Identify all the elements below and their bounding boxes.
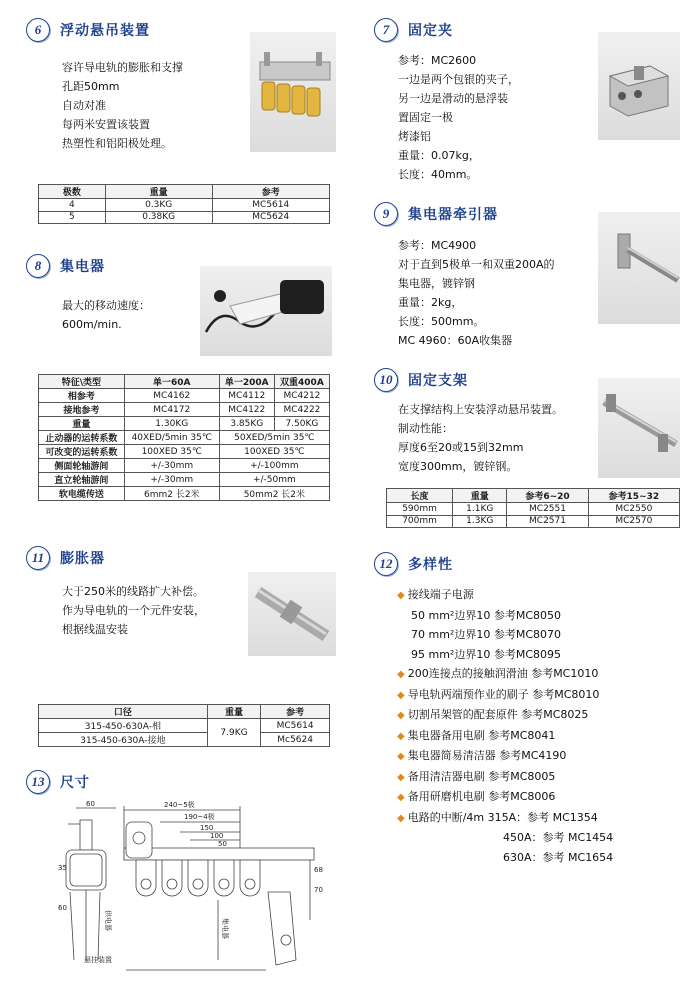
diamond-bullet-icon: ◆ xyxy=(397,751,405,762)
text-line: 600m/min. xyxy=(62,318,122,331)
list-item: ◆ 200连接点的接触润滑油 参考MC1010 xyxy=(397,667,599,680)
list-item: ◆ 备用清洁器电刷 参考MC8005 xyxy=(397,769,556,783)
table-cell: MC2550 xyxy=(588,503,679,516)
table-cell: 700mm xyxy=(387,515,453,528)
list-item: ◆ 接线端子电源 xyxy=(397,588,474,601)
section-13-header xyxy=(26,770,90,794)
diamond-bullet-icon: ◆ xyxy=(397,710,405,721)
table-cell: 直立轮轴游间 xyxy=(39,473,125,487)
table-header: 特征\类型 xyxy=(39,375,125,389)
table-cell: 1.30KG xyxy=(124,417,219,431)
table-row xyxy=(39,487,330,501)
text-line: 另一边是滑动的悬浮装 xyxy=(398,92,508,105)
text-line: 一边是两个包银的夹子， xyxy=(398,73,519,86)
table-row xyxy=(39,211,330,224)
table-header: 参考 xyxy=(261,705,330,719)
table-cell: 50XED/5min 35℃ xyxy=(219,431,329,445)
section-10-table xyxy=(386,488,680,528)
dim-label: 240~5极 xyxy=(164,801,195,809)
table-row xyxy=(39,473,330,487)
table-cell: 5 xyxy=(39,211,106,224)
section-title: 集电器 xyxy=(60,259,105,275)
section-12-header xyxy=(374,552,453,576)
hanger-label: 悬挂装置 xyxy=(84,956,112,964)
text-line: 自动对准 xyxy=(62,99,106,112)
table-cell: 接地参考 xyxy=(39,403,125,417)
text-line: 宽度300mm，镀锌钢。 xyxy=(398,460,518,473)
text-line: 集电器，镀锌钢 xyxy=(398,277,475,290)
text-line: 重量：0.07kg， xyxy=(398,149,480,162)
text-line: 在支撑结构上安装浮动悬吊装置。 xyxy=(398,403,563,416)
text-line: 长度：40mm。 xyxy=(398,168,478,181)
text-line: 参考：MC2600 xyxy=(398,54,477,67)
table-cell: 1.3KG xyxy=(453,515,507,528)
text-line: 制动性能： xyxy=(398,422,453,435)
table-cell: 0.3KG xyxy=(105,199,212,212)
diamond-bullet-icon: ◆ xyxy=(397,730,405,742)
section-title: 多样性 xyxy=(408,557,453,573)
dim-label: 60 xyxy=(86,800,95,808)
list-item: ◆ 集电器简易清洁器 参考MC4190 xyxy=(397,749,567,762)
section-number: 7 xyxy=(374,18,398,42)
table-cell: 7.9KG xyxy=(207,719,260,747)
section-11-header xyxy=(26,546,105,570)
list-item: ◆ 导电轨两端预作业的刷子 参考MC8010 xyxy=(397,687,600,701)
table-cell: 软电缆传送 xyxy=(39,487,125,501)
fixing-bracket-photo xyxy=(598,378,680,478)
section-6-text xyxy=(62,58,183,153)
table-row xyxy=(387,503,680,516)
dimension-drawing xyxy=(40,800,340,985)
text-line: 作为导电轨的一个元件安装， xyxy=(62,604,205,617)
table-cell: 重量 xyxy=(39,417,125,431)
table-cell: 1.1KG xyxy=(453,503,507,516)
current-collector-photo xyxy=(200,266,332,356)
dim-label: 100 xyxy=(210,832,224,840)
table-header: 极数 xyxy=(39,185,106,199)
list-item: ◆ 备用研磨机电刷 参考MC8006 xyxy=(397,790,556,803)
table-header: 单一200A xyxy=(219,375,274,389)
expansion-joint-photo xyxy=(248,572,336,656)
table-cell: +/-30mm xyxy=(124,459,219,473)
list-item: ◆ 电路的中断/4m 315A：参考 MC1354 xyxy=(397,810,598,824)
table-header: 长度 xyxy=(387,489,453,503)
list-item: 630A：参考 MC1654 xyxy=(503,850,614,864)
table-header: 单一60A xyxy=(124,375,219,389)
table-row xyxy=(39,445,330,459)
section-9-header xyxy=(374,202,498,226)
table-header: 参考15~32 xyxy=(588,489,679,503)
section-12-list xyxy=(397,585,613,867)
section-6-header xyxy=(26,18,150,42)
table-cell: 315-450-630A-接地 xyxy=(39,733,208,747)
table-cell: MC4172 xyxy=(124,403,219,417)
table-cell: 40XED/5min 35℃ xyxy=(124,431,219,445)
table-cell: MC2551 xyxy=(507,503,588,516)
section-7-header xyxy=(374,18,453,42)
table-cell: MC4222 xyxy=(274,403,329,417)
text-line: 大于250米的线路扩大补偿。 xyxy=(62,585,204,598)
section-number: 9 xyxy=(374,202,398,226)
text-line: 参考：MC4900 xyxy=(398,239,477,252)
table-header: 重量 xyxy=(453,489,507,503)
section-number: 13 xyxy=(26,770,50,794)
dim-label: 50 xyxy=(218,840,227,848)
table-header: 口径 xyxy=(39,705,208,719)
section-number: 11 xyxy=(26,546,50,570)
table-cell: MC5624 xyxy=(212,211,330,224)
table-cell: MC5614 xyxy=(212,199,330,212)
text-line: 厚度6至20或15到32mm xyxy=(398,441,524,454)
section-7-text xyxy=(398,51,519,184)
collector-label: 集电器 xyxy=(221,918,229,939)
list-item: 50 mm²边界10 参考MC8050 xyxy=(411,608,561,622)
table-row xyxy=(39,199,330,212)
section-title: 膨胀器 xyxy=(60,551,105,567)
table-cell: MC4122 xyxy=(219,403,274,417)
table-cell: 100XED 35℃ xyxy=(219,445,329,459)
table-row xyxy=(387,515,680,528)
list-item: 70 mm²边界10 参考MC8070 xyxy=(411,628,561,641)
table-cell: MC5614 xyxy=(261,719,330,733)
dim-label: 70 xyxy=(314,886,323,894)
list-item: ◆ 切割吊架管的配套原件 参考MC8025 xyxy=(397,708,589,721)
table-cell: 4 xyxy=(39,199,106,212)
diamond-bullet-icon: ◆ xyxy=(397,771,405,783)
dim-label: 68 xyxy=(314,866,323,874)
section-title: 浮动悬吊装置 xyxy=(60,23,150,39)
section-6-table xyxy=(38,184,330,224)
text-line: MC 4960：60A收集器 xyxy=(398,334,513,347)
table-cell: 相参考 xyxy=(39,389,125,403)
table-cell: MC4112 xyxy=(219,389,274,403)
list-item: 95 mm²边界10 参考MC8095 xyxy=(411,647,561,661)
fixing-clamp-photo xyxy=(598,32,680,140)
dim-label: 150 xyxy=(200,824,214,832)
table-row xyxy=(39,733,330,747)
list-item: ◆ 集电器备用电刷 参考MC8041 xyxy=(397,728,556,742)
section-number: 12 xyxy=(374,552,398,576)
table-row xyxy=(39,719,330,733)
table-cell: 止动器的运转系数 xyxy=(39,431,125,445)
table-header: 双重400A xyxy=(274,375,329,389)
table-cell: 590mm xyxy=(387,503,453,516)
table-header: 重量 xyxy=(207,705,260,719)
diamond-bullet-icon: ◆ xyxy=(397,812,405,824)
table-cell: MC2570 xyxy=(588,515,679,528)
table-cell: MC2571 xyxy=(507,515,588,528)
section-8-header xyxy=(26,254,105,278)
table-cell: Mc5624 xyxy=(261,733,330,747)
list-item: 450A：参考 MC1454 xyxy=(503,831,614,844)
diamond-bullet-icon: ◆ xyxy=(397,590,405,601)
table-header: 参考 xyxy=(212,185,330,199)
table-row xyxy=(39,459,330,473)
diamond-bullet-icon: ◆ xyxy=(397,669,405,680)
table-row xyxy=(39,389,330,403)
table-cell: 6mm2 长2米 xyxy=(124,487,219,501)
section-number: 10 xyxy=(374,368,398,392)
table-cell: +/-30mm xyxy=(124,473,219,487)
floating-hanger-photo xyxy=(250,32,336,152)
section-8-text xyxy=(62,296,150,334)
text-line: 容许导电轨的膨胀和支撑 xyxy=(62,61,183,74)
text-line: 对于直到5极单一和双重200A的 xyxy=(398,258,555,271)
section-title: 固定支架 xyxy=(408,373,468,389)
text-line: 最大的移动速度： xyxy=(62,299,150,312)
section-8-table xyxy=(38,374,330,501)
table-cell: +/-50mm xyxy=(219,473,329,487)
table-cell: MC4162 xyxy=(124,389,219,403)
section-title: 集电器牵引器 xyxy=(408,207,498,223)
collector-towing-arm-photo xyxy=(598,212,680,324)
section-11-table xyxy=(38,704,330,747)
text-line: 烤漆铝 xyxy=(398,130,431,143)
text-line: 置固定一极 xyxy=(398,111,453,124)
section-number: 6 xyxy=(26,18,50,42)
table-cell: +/-100mm xyxy=(219,459,329,473)
dim-label: 60 xyxy=(58,904,67,912)
text-line: 孔距50mm xyxy=(62,80,120,93)
text-line: 每两米安置该装置 xyxy=(62,118,150,131)
power-label: 供电器 xyxy=(104,910,112,931)
table-cell: 7.50KG xyxy=(274,417,329,431)
table-header: 重量 xyxy=(105,185,212,199)
text-line: 重量：2kg， xyxy=(398,296,463,309)
section-10-header xyxy=(374,368,468,392)
section-title: 固定夹 xyxy=(408,23,453,39)
section-11-text xyxy=(62,582,205,639)
table-cell: 100XED 35℃ xyxy=(124,445,219,459)
section-title: 尺寸 xyxy=(60,775,90,791)
section-number: 8 xyxy=(26,254,50,278)
table-row xyxy=(39,403,330,417)
text-line: 根据线温安装 xyxy=(62,623,128,636)
table-cell: 可改变的运转系数 xyxy=(39,445,125,459)
table-row xyxy=(39,431,330,445)
text-line: 长度：500mm。 xyxy=(398,315,485,328)
table-header: 参考6~20 xyxy=(507,489,588,503)
table-cell: 0.38KG xyxy=(105,211,212,224)
table-cell: 侧面轮轴游间 xyxy=(39,459,125,473)
dim-label: 35 xyxy=(58,864,67,872)
section-10-text xyxy=(398,400,563,476)
dim-label: 190~4极 xyxy=(184,813,215,821)
table-row xyxy=(39,417,330,431)
table-cell: MC4212 xyxy=(274,389,329,403)
diamond-bullet-icon: ◆ xyxy=(397,792,405,803)
table-cell: 3.85KG xyxy=(219,417,274,431)
section-9-text xyxy=(398,236,555,350)
diamond-bullet-icon: ◆ xyxy=(397,689,405,701)
table-cell: 50mm2 长2米 xyxy=(219,487,329,501)
text-line: 热塑性和铝阳极处理。 xyxy=(62,137,172,150)
table-cell: 315-450-630A-相 xyxy=(39,719,208,733)
